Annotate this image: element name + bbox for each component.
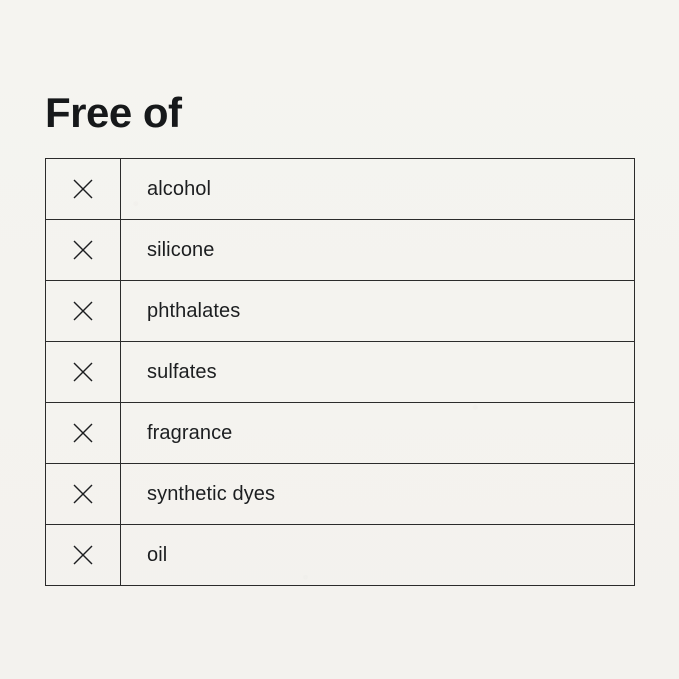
table-row xyxy=(46,159,634,220)
page-title: Free of xyxy=(45,89,182,136)
table-row xyxy=(46,525,634,586)
x-mark-icon xyxy=(72,178,94,200)
table-row xyxy=(46,281,634,342)
ingredient-label: synthetic dyes xyxy=(147,482,276,505)
ingredient-label: silicone xyxy=(147,238,215,261)
table-row xyxy=(46,464,634,525)
x-mark-cell xyxy=(46,281,121,341)
x-mark-cell xyxy=(46,403,121,463)
x-mark-icon xyxy=(72,544,94,566)
x-mark-cell xyxy=(46,159,121,219)
ingredient-label: oil xyxy=(147,543,168,566)
x-mark-cell xyxy=(46,342,121,402)
x-mark-icon xyxy=(72,239,94,261)
free-of-table xyxy=(45,158,635,586)
table-row xyxy=(46,220,634,281)
x-mark-icon xyxy=(72,361,94,383)
x-mark-cell xyxy=(46,525,121,585)
ingredient-label: sulfates xyxy=(147,360,217,383)
ingredient-label: phthalates xyxy=(147,299,241,322)
x-mark-icon xyxy=(72,300,94,322)
ingredient-label: alcohol xyxy=(147,177,212,200)
table-row xyxy=(46,403,634,464)
x-mark-icon xyxy=(72,483,94,505)
x-mark-cell xyxy=(46,464,121,524)
x-mark-icon xyxy=(72,422,94,444)
x-mark-cell xyxy=(46,220,121,280)
table-row xyxy=(46,342,634,403)
ingredient-label: fragrance xyxy=(147,421,233,444)
